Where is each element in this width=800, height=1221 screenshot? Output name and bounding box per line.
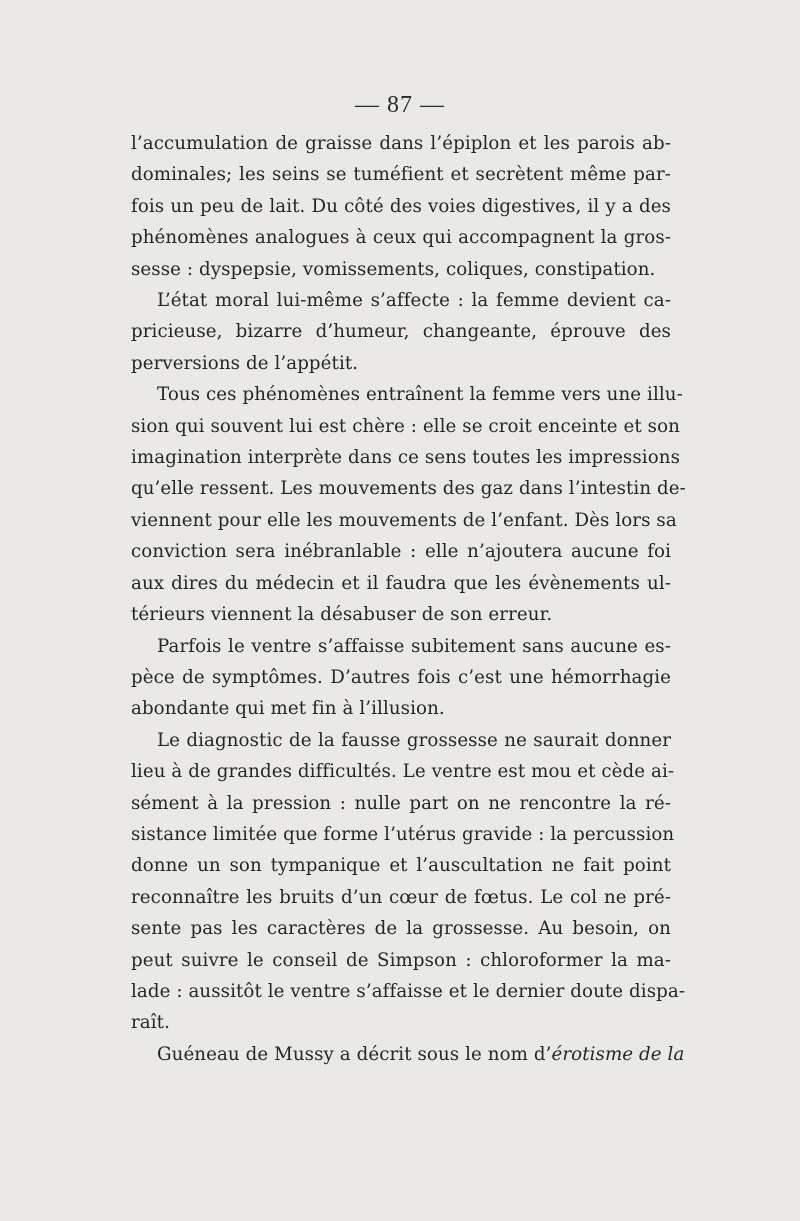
text-line: imagination interprète dans ce sens toutes les impressions bbox=[131, 447, 681, 469]
text-line: sesse : dyspepsie, vomissements, coliques, constipation. bbox=[131, 258, 656, 280]
text-line: donne un son tympanique et l’auscultation ne fait point bbox=[131, 855, 671, 877]
body-text bbox=[131, 128, 686, 1070]
paragraph-3 bbox=[131, 379, 686, 630]
paragraph-6 bbox=[131, 1039, 685, 1070]
text-line: sément à la pression : nulle part on ne rencontre la ré- bbox=[131, 792, 671, 814]
text-line: sente pas les caractères de la grossesse. Au besoin, on bbox=[131, 918, 671, 940]
text-line: Parfois le ventre s’affaisse subitement sans aucune es- bbox=[157, 635, 671, 657]
text-line: pricieuse, bizarre d’humeur, changeante, éprouve des bbox=[131, 321, 671, 343]
text-line: L’état moral lui-même s’affecte : la femme devient ca- bbox=[157, 290, 671, 312]
text-line: sion qui souvent lui est chère : elle se croit enceinte et son bbox=[131, 415, 680, 437]
paragraph-2 bbox=[131, 285, 671, 379]
text-line: dominales; les seins se tuméfient et secrètent même par- bbox=[131, 164, 671, 186]
text-line: peut suivre le conseil de Simpson : chloroformer la ma- bbox=[131, 949, 671, 971]
text-line: fois un peu de lait. Du côté des voies digestives, il y a des bbox=[131, 195, 671, 217]
text-line: lade : aussitôt le ventre s’affaisse et le dernier doute dispa- bbox=[131, 980, 686, 1002]
text-line: l’accumulation de graisse dans l’épiplon et les parois ab- bbox=[131, 133, 671, 154]
text-line bbox=[131, 1039, 685, 1070]
text-line: perversions de l’appétit. bbox=[131, 352, 359, 374]
text-line: phénomènes analogues à ceux qui accompagnent la gros- bbox=[131, 227, 671, 249]
text-line: Le diagnostic de la fausse grossesse ne saurait donner bbox=[157, 729, 671, 751]
text-line: térieurs viennent la désabuser de son erreur. bbox=[131, 604, 553, 626]
text-line: qu’elle ressent. Les mouvements des gaz dans l’intestin de- bbox=[131, 478, 686, 500]
paragraph-5 bbox=[131, 725, 686, 1039]
paragraph-4 bbox=[131, 631, 671, 725]
text-line: conviction sera inébranlable : elle n’ajoutera aucune foi bbox=[131, 541, 671, 563]
text-line: lieu à de grandes difficultés. Le ventre est mou et cède ai- bbox=[131, 761, 675, 783]
final-line-text: Guéneau de Mussy a décrit sous le nom d’ bbox=[157, 1043, 552, 1065]
text-line: sistance limitée que forme l’utérus gravide : la percussion bbox=[131, 823, 675, 845]
text-line: viennent pour elle les mouvements de l’enfant. Dès lors sa bbox=[131, 509, 677, 531]
text-line: raît. bbox=[131, 1012, 170, 1034]
text-line: aux dires du médecin et il faudra que les évènements ul- bbox=[131, 572, 671, 594]
paragraph-1 bbox=[131, 128, 671, 285]
text-line: abondante qui met fin à l’illusion. bbox=[131, 698, 445, 720]
italic-term: érotisme de la bbox=[551, 1043, 685, 1065]
text-line: reconnaître les bruits d’un cœur de fœtus. Le col ne pré- bbox=[131, 886, 671, 908]
text-line: pèce de symptômes. D’autres fois c’est une hémorrhagie bbox=[131, 666, 671, 688]
text-line: Tous ces phénomènes entraînent la femme vers une illu- bbox=[157, 384, 683, 406]
page-number: — 87 — bbox=[355, 92, 445, 118]
